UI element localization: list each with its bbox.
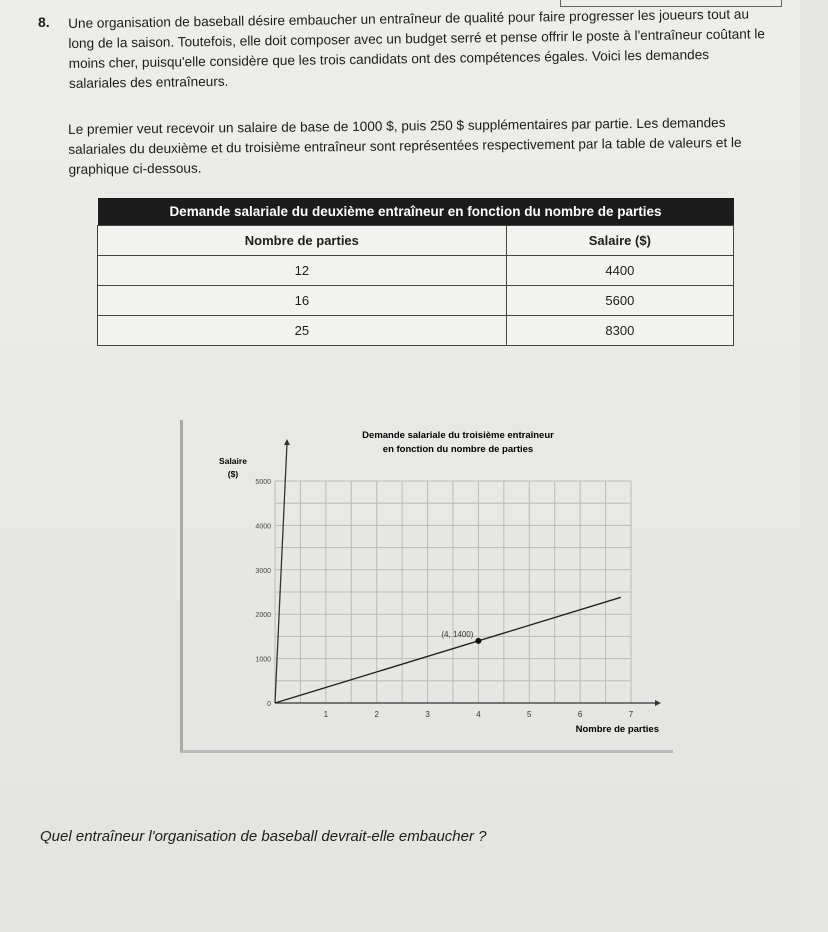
y-axis [275, 443, 287, 703]
x-axis-arrow-icon [655, 700, 661, 706]
cell-salary: 8300 [506, 316, 733, 346]
x-tick-label: 7 [628, 710, 634, 719]
x-tick-label: 6 [577, 710, 583, 719]
table-row [98, 256, 734, 286]
y-tick-label: 5000 [255, 479, 271, 486]
question-number: 8. [38, 14, 50, 30]
chart-svg [183, 420, 673, 750]
y-tick-label: 3000 [255, 567, 271, 575]
x-tick-label: 3 [425, 710, 430, 719]
data-point [475, 638, 481, 644]
problem-details: Le premier veut recevoir un salaire de base de 1000 $, puis 250 $ supplémentaires par partie. Les demandes salariales du deuxième et du troisième entraîneur sont représentées respectivement par la table de valeurs et le graphique ci-dessous. [68, 115, 742, 177]
cell-salary: 4400 [506, 256, 733, 286]
chart-title: en fonction du nombre de parties [382, 444, 534, 455]
y-tick-label: 2000 [255, 612, 271, 620]
y-tick-label: 1000 [255, 656, 271, 664]
cell-salary: 5600 [506, 286, 733, 316]
x-tick-label: 4 [476, 710, 481, 719]
table-header-row [98, 226, 734, 256]
x-tick-label: 1 [323, 710, 329, 719]
y-axis-label: Salaire [219, 456, 247, 466]
chart-title: Demande salariale du troisième entraîneur [362, 430, 554, 441]
problem-statement: Une organisation de baseball désire embaucher un entraîneur de qualité pour faire progresser les joueurs tout au long de la saison. Toutefois, elle doit composer avec un budget serré et pense offrir le poste à l'entraîneur coûtant le moins cher, puisqu'elle considère que les trois candidats ont des compétences égales. Voici les demandes salariales des entraîneurs. [68, 6, 766, 91]
cell-games: 25 [98, 316, 507, 346]
x-tick-label: 2 [374, 710, 379, 719]
x-tick-label: 5 [527, 710, 532, 719]
question-text: Quel entraîneur l'organisation de baseball devrait-elle embaucher ? [40, 828, 487, 845]
y-axis-arrow-icon [284, 439, 290, 445]
table-row [98, 286, 734, 316]
series-line [275, 597, 621, 703]
x-axis-label: Nombre de parties [575, 724, 659, 735]
point-label: (4, 1400) [441, 629, 474, 639]
y-axis-label: ($) [227, 469, 239, 479]
cell-games: 16 [98, 286, 507, 316]
salary-table [97, 198, 734, 346]
salary-chart [180, 420, 673, 753]
header-games: Nombre de parties [98, 226, 507, 256]
table-row [98, 316, 734, 346]
y-tick-label: 0 [267, 701, 271, 708]
y-tick-label: 4000 [255, 523, 271, 531]
header-salary: Salaire ($) [506, 226, 733, 256]
table-caption: Demande salariale du deuxième entraîneur en fonction du nombre de parties [98, 198, 734, 226]
cell-games: 12 [98, 256, 507, 286]
